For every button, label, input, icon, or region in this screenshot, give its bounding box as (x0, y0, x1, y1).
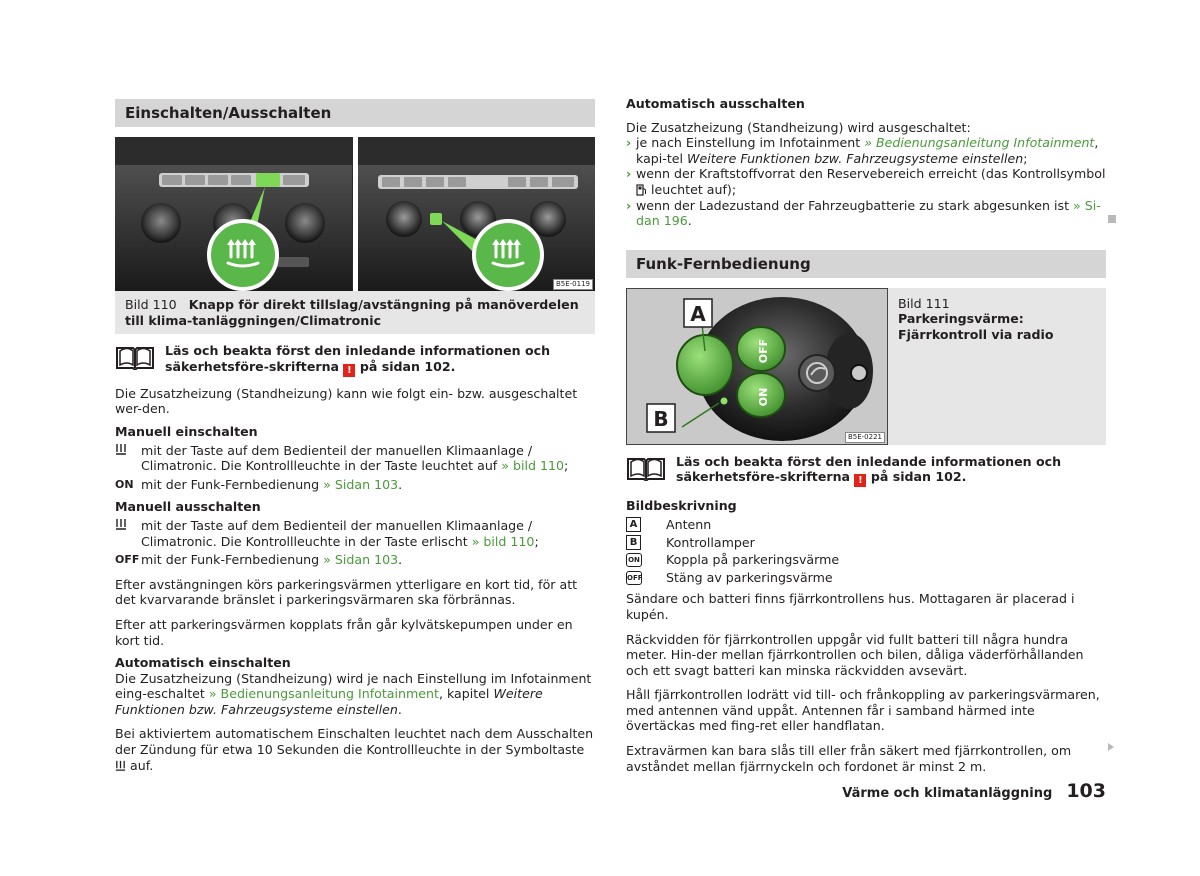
paragraph: Bei aktiviertem automatischem Einschalten leuchtet nach dem Ausschalten der Zündung für etwa 10 Sekunden die Kontrollleuchte in der Symboltaste auf. (115, 726, 594, 773)
item-text: mit der Funk-Fernbedienung (141, 476, 320, 492)
notice-text: Läs och beakta först den inledande informationen och säkerhetsföre-skrifterna (165, 343, 551, 374)
legend-text: Antenn (666, 516, 712, 532)
on-symbol: ON (115, 477, 134, 491)
paragraph: Sändare och batteri finns fjärrkontrollens hus. Mottagaren är placerad i kupén. (626, 591, 1075, 622)
figure-110-photo-right (358, 137, 596, 291)
legend-key: B (626, 535, 641, 550)
fuel-pump-icon (636, 184, 647, 196)
warning-icon: ! (343, 364, 355, 377)
page-link[interactable]: » Si-dan 196 (636, 197, 1101, 229)
notice-text: Läs och beakta först den inledande informationen och säkerhetsföre-skrifterna (676, 453, 1062, 485)
list-item: › wenn der Kraftstoffvorrat den Reservebereich erreicht (das Kontrollsymbol leuchtet auf); (626, 166, 1106, 197)
item-text: mit der Taste auf dem Bedienteil der manuellen Klimaanlage / Climatronic. Die Kontrollleuchte in der Taste erlischt (141, 517, 533, 549)
figure-title: Parkeringsvärme: Fjärrkontroll via radio (898, 311, 1054, 342)
figure-id: Bild 111 (898, 295, 950, 311)
remote-control-illustration (627, 289, 887, 444)
page-link[interactable]: » Sidan 103 (323, 476, 399, 492)
section-title: Einschalten/Ausschalten (115, 99, 595, 127)
notice-page-ref: på sidan 102. (359, 358, 456, 374)
open-book-icon (115, 344, 155, 370)
on-button-label: ON (757, 387, 770, 407)
figure-link[interactable]: » bild 110 (471, 533, 535, 549)
figure-code: B5E-0119 (553, 279, 593, 290)
legend-key: ON (626, 553, 642, 567)
figure-link[interactable]: » bild 110 (501, 458, 565, 474)
list-item: › je nach Einstellung im Infotainment » Bedienungsanleitung Infotainment, kapi-tel Weitere Funktionen bzw. Fahrzeugsysteme einstellen; (626, 135, 1099, 166)
item-text: mit der Taste auf dem Bedienteil der manuellen Klimaanlage / Climatronic. Die Kontrollleuchte in der Taste leuchtet auf (141, 442, 533, 474)
legend-key: A (626, 517, 641, 532)
paragraph: Håll fjärrkontrollen lodrätt vid till- och frånkoppling av parkeringsvärmaren, med antennen vänd uppåt. Antennen får i samband härmed inte övertäckas med fing-ret eller handflatan. (626, 687, 1100, 734)
manual-on-heading: Manuell einschalten (115, 423, 258, 439)
list-item: mit der Taste auf dem Bedienteil der manuellen Klimaanlage / Climatronic. Die Kontrollleuchte in der Taste leuchtet auf » bild 110; (115, 443, 595, 474)
legend-item (626, 535, 1106, 551)
open-book-icon (626, 455, 666, 481)
list-item: › wenn der Ladezustand der Fahrzeugbatterie zu stark abgesunken ist » Si-dan 196. (626, 197, 1101, 229)
manual-link[interactable]: » Bedienungsanleitung Infotainment (208, 686, 439, 702)
legend-heading: Bildbeskrivning (626, 498, 737, 514)
chevron-right-icon: › (626, 135, 632, 151)
figure-110 (115, 137, 595, 291)
continue-arrow-icon (1108, 743, 1114, 751)
figure-code: B5E-0221 (845, 432, 885, 443)
legend-item (626, 570, 1106, 586)
left-column (115, 99, 595, 773)
figure-111 (626, 288, 1106, 445)
list-item: mit der Taste auf dem Bedienteil der manuellen Klimaanlage / Climatronic. Die Kontrollleuchte in der Taste erlischt » bild 110; (115, 518, 595, 549)
read-notice (115, 343, 595, 377)
page-link[interactable]: » Sidan 103 (323, 552, 399, 568)
section-end-marker (1108, 215, 1116, 223)
off-symbol: OFF (115, 553, 140, 567)
paragraph: Extravärmen kan bara slås till eller från säkert med fjärrkontrollen, om avståndet mellan fjärrnyckeln och fordonet är minst 2 m. (626, 743, 1072, 774)
legend-key: OFF (626, 571, 642, 585)
figure-caption (888, 288, 1106, 445)
chevron-right-icon: › (626, 166, 632, 182)
warning-icon: ! (854, 474, 866, 487)
legend-item (626, 552, 1106, 568)
auto-off-heading: Automatisch ausschalten (626, 96, 805, 111)
legend-item (626, 517, 1106, 533)
climatronic-panel-illustration (358, 137, 595, 291)
manual-link[interactable]: » Bedienungsanleitung Infotainment (864, 135, 1095, 151)
auto-on-paragraph: Die Zusatzheizung (Standheizung) wird je nach Einstellung im Infotainment eing-eschaltet » Bedienungsanleitung Infotainment, kapitel Weitere Funktionen bzw. Fahrzeugsysteme einstellen. (115, 670, 592, 717)
list-item: ON mit der Funk-Fernbedienung » Sidan 103. (115, 476, 403, 492)
right-column (626, 96, 1106, 774)
figure-title: Knapp för direkt tillslag/avstängning på manöverdelen till klima-tanläggningen/Climatronic (125, 297, 579, 328)
auto-off-intro: Die Zusatzheizung (Standheizung) wird ausgeschaltet: (626, 119, 971, 135)
chevron-right-icon: › (626, 197, 632, 213)
manual-off-heading: Manuell ausschalten (115, 499, 261, 515)
callout-label-b: B (653, 406, 669, 431)
paragraph: Efter att parkeringsvärmen kopplats från går kylvätskepumpen under en kort tid. (115, 616, 573, 648)
chapter-title: Värme och klimatanläggning (842, 786, 1053, 801)
page-number: 103 (1066, 780, 1106, 802)
off-button-label: OFF (757, 338, 770, 363)
climate-panel-illustration (115, 137, 352, 291)
list-item: OFF mit der Funk-Fernbedienung » Sidan 103. (115, 552, 403, 568)
intro-paragraph: Die Zusatzheizung (Standheizung) kann wie folgt ein- bzw. ausgeschaltet wer-den. (115, 385, 578, 417)
auto-on-heading: Automatisch einschalten (115, 655, 291, 671)
paragraph: Räckvidden för fjärrkontrollen uppgår vid fullt batteri till några hundra meter. Hin-der mellan fjärrkontrollen och bilen, dåliga väderförhållanden och ett svagt batteri kan minska räckvidden avsevärt. (626, 631, 1084, 678)
paragraph: Efter avstängningen körs parkeringsvärmen ytterligare en kort tid, för att det kvarvarande bränslet i parkeringsvärmaren ska förbrännas. (115, 576, 578, 608)
section-title: Funk-Fernbedienung (626, 250, 1106, 278)
legend-text: Stäng av parkeringsvärme (666, 569, 833, 585)
heating-symbol-icon (115, 760, 126, 771)
item-text: mit der Funk-Fernbedienung (141, 552, 320, 568)
callout-label-a: A (690, 301, 706, 326)
figure-id: Bild 110 (125, 297, 177, 312)
figure-111-picture (626, 288, 888, 445)
legend-text: Kontrollamper (666, 534, 755, 550)
figure-110-photo-left (115, 137, 353, 291)
heating-symbol-icon (115, 518, 141, 549)
page-footer (842, 780, 1106, 802)
heating-symbol-icon (115, 443, 141, 474)
legend-text: Koppla på parkeringsvärme (666, 552, 840, 568)
figure-caption (115, 291, 595, 334)
read-notice (626, 454, 1106, 488)
notice-page-ref: på sidan 102. (870, 469, 967, 485)
